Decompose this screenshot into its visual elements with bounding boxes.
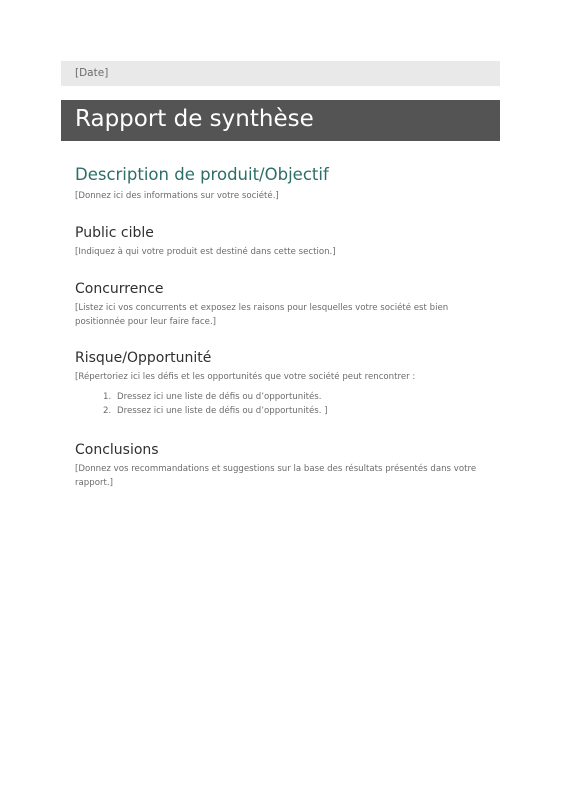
text-line: [Donnez vos recommandations et suggestions sur la base des résultats présentés dans votre [75, 464, 477, 474]
document-title[interactable]: Rapport de synthèse [75, 106, 314, 132]
text-line: positionnée pour leur faire face.] [75, 317, 217, 327]
section-placeholder-text[interactable] [75, 301, 495, 329]
section-risk-opportunity [75, 349, 495, 418]
section-heading: Conclusions [75, 442, 159, 458]
text-line: [Listez ici vos concurrents et exposez les raisons pour lesquelles votre société est bien [75, 303, 449, 313]
section-heading: Risque/Opportunité [75, 350, 212, 366]
section-heading: Description de produit/Objectif [75, 165, 329, 184]
section-heading: Public cible [75, 225, 154, 241]
section-conclusions [75, 441, 495, 490]
section-placeholder-text[interactable]: [Répertoriez ici les défis et les opportunités que votre société peut rencontrer : [75, 372, 416, 382]
list-number: 2. [103, 406, 112, 416]
text-line: rapport.] [75, 478, 113, 488]
title-banner [61, 100, 500, 141]
section-competition [75, 280, 495, 329]
date-placeholder[interactable]: [Date] [75, 67, 109, 79]
list-item-text: Dressez ici une liste de défis ou d’opportunités. [117, 392, 322, 402]
section-placeholder-text[interactable] [75, 462, 495, 490]
list-item[interactable] [75, 390, 495, 404]
list-item-text: Dressez ici une liste de défis ou d’opportunités. ] [117, 406, 328, 416]
section-product-description [75, 164, 495, 203]
list-item[interactable] [75, 404, 495, 418]
section-placeholder-text[interactable]: [Donnez ici des informations sur votre société.] [75, 191, 279, 201]
section-heading: Concurrence [75, 281, 164, 297]
section-target-audience [75, 224, 495, 259]
numbered-list [75, 390, 495, 418]
date-field[interactable] [61, 61, 500, 86]
section-placeholder-text[interactable]: [Indiquez à qui votre produit est destiné dans cette section.] [75, 247, 336, 257]
list-number: 1. [103, 392, 112, 402]
